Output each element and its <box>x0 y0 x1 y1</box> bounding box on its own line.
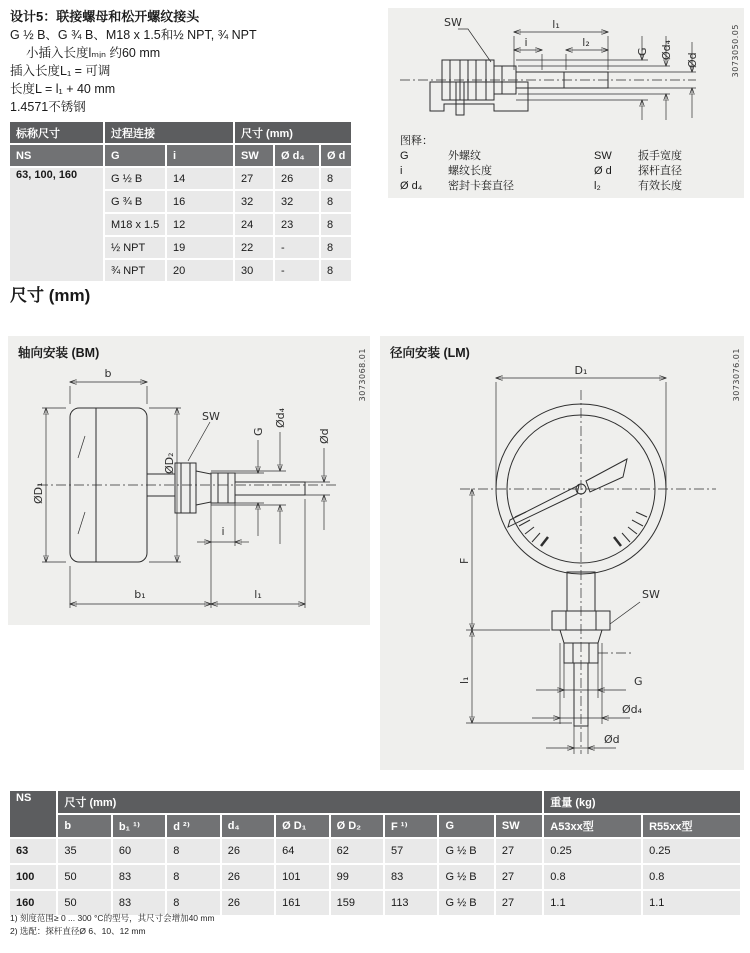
legend-symbol: l₂ <box>594 180 601 192</box>
dim-label-d: Ød <box>604 733 620 746</box>
table-cell: 8 <box>167 891 219 915</box>
col-header: R55xx型 <box>643 815 740 837</box>
col-header: Ø D₂ <box>331 815 383 837</box>
table-cell: 99 <box>331 865 383 889</box>
legend-text: 密封卡套直径 <box>448 180 514 192</box>
table-cell: 27 <box>496 839 542 863</box>
table-cell: 26 <box>222 865 274 889</box>
table-cell: 16 <box>167 191 233 212</box>
legend <box>400 134 682 194</box>
col-header-ns: NS <box>10 791 56 837</box>
legend-text: 外螺纹 <box>448 150 481 162</box>
table-cell: 0.8 <box>544 865 641 889</box>
table-cell: 83 <box>113 865 165 889</box>
footnote: 1) 刻度范围≥ 0 ... 300 °C的型号，其尺寸会增加40 mm <box>10 913 215 923</box>
table-cell: 8 <box>321 237 351 258</box>
table-row <box>10 865 740 889</box>
col-header: G <box>105 145 165 166</box>
table-cell: 8 <box>321 191 351 212</box>
dim-label-g: G <box>636 47 649 56</box>
col-header: b₁ ¹⁾ <box>113 815 165 837</box>
table-cell: 8 <box>321 168 351 189</box>
dim-label-g: G <box>634 675 643 688</box>
col-header: A53xx型 <box>544 815 641 837</box>
table-cell: 1.1 <box>544 891 641 915</box>
table-cell: 60 <box>113 839 165 863</box>
col-header: SW <box>496 815 542 837</box>
dim-label-sw: SW <box>642 588 660 601</box>
dim-label-sw: SW <box>202 410 220 423</box>
table-cell: - <box>275 260 319 281</box>
dim-label-sw: SW <box>444 16 462 29</box>
dim-label-d4: Ød₄ <box>274 407 287 428</box>
table-cell: 1.1 <box>643 891 740 915</box>
table-cell: 0.25 <box>643 839 740 863</box>
table-cell: 27 <box>496 865 542 889</box>
col-group: 过程连接 <box>105 122 233 143</box>
legend-symbol: Ø d <box>594 165 612 177</box>
table-header-row <box>10 791 740 813</box>
process-connection-table <box>8 120 353 283</box>
dim-label-g: G <box>252 427 265 436</box>
col-group: 尺寸 (mm) <box>235 122 351 143</box>
col-header: b <box>58 815 110 837</box>
col-header: G <box>439 815 493 837</box>
drawing-code: 3073068.01 <box>358 348 367 402</box>
table-cell: 0.8 <box>643 865 740 889</box>
table-cell: 22 <box>235 237 273 258</box>
table-cell: 27 <box>235 168 273 189</box>
col-group-weight: 重量 (kg) <box>544 791 740 813</box>
intro-line: 长度L = l₁ + 40 mm <box>10 82 116 96</box>
col-header: d₄ <box>222 815 274 837</box>
intro-block <box>10 8 382 116</box>
table-cell: 30 <box>235 260 273 281</box>
legend-text: 螺纹长度 <box>448 165 492 177</box>
dim-label-D1: ØD₁ <box>32 482 45 504</box>
table-cell: 8 <box>167 839 219 863</box>
table-cell: 8 <box>321 214 351 235</box>
dim-label-i: i <box>221 525 225 538</box>
ns-cell: 63, 100, 160 <box>10 168 103 281</box>
bm-drawing-panel <box>8 336 370 625</box>
table-cell: 50 <box>58 891 110 915</box>
table-cell: 26 <box>275 168 319 189</box>
table-subheader-row <box>10 815 740 837</box>
drawing-code: 3073050.05 <box>731 24 740 78</box>
table-cell: 19 <box>167 237 233 258</box>
table-cell: 62 <box>331 839 383 863</box>
footnote: 2) 选配：探杆直径Ø 6、10、12 mm <box>10 926 146 936</box>
legend-symbol: SW <box>594 150 612 162</box>
table-cell: 0.25 <box>544 839 641 863</box>
col-header: Ø d <box>321 145 351 166</box>
table-cell: 26 <box>222 839 274 863</box>
col-group: 标称尺寸 <box>10 122 103 143</box>
dim-label-l2: l₂ <box>582 36 590 49</box>
bm-drawing <box>12 362 366 618</box>
table-cell: G ½ B <box>439 839 493 863</box>
dim-label-i: i <box>524 36 528 49</box>
dim-label-l1: l₁ <box>254 588 262 601</box>
table-cell: G ½ B <box>105 168 165 189</box>
lm-drawing <box>384 362 740 766</box>
table-cell: G ½ B <box>439 865 493 889</box>
bm-panel-title: 轴向安装 (BM) <box>18 346 100 360</box>
table-cell: 27 <box>496 891 542 915</box>
dim-label-D2: ØD₂ <box>163 452 176 474</box>
legend-title: 图释： <box>400 135 433 147</box>
intro-line: 小插入长度lₘᵢₙ 约60 mm <box>26 46 161 60</box>
col-header: d ²⁾ <box>167 815 219 837</box>
table-cell: ¾ NPT <box>105 260 165 281</box>
table-subheader-row <box>10 145 351 166</box>
table-cell: 83 <box>113 891 165 915</box>
design-title: 设计5：联接螺母和松开螺纹接头 <box>10 9 200 24</box>
table-cell: - <box>275 237 319 258</box>
ns-cell: 63 <box>10 839 56 863</box>
dim-label-d: Ød <box>318 428 331 444</box>
table-cell: 32 <box>275 191 319 212</box>
table-cell: 101 <box>276 865 328 889</box>
lm-panel-title: 径向安装 (LM) <box>390 346 470 360</box>
legend-text: 有效长度 <box>638 180 682 192</box>
col-header: F ¹⁾ <box>385 815 437 837</box>
table-cell: 14 <box>167 168 233 189</box>
dim-label-d4: Ød₄ <box>660 39 673 60</box>
legend-text: 探杆直径 <box>638 165 682 177</box>
col-header: NS <box>10 145 103 166</box>
fitting-drawing-panel <box>388 8 744 198</box>
legend-symbol: G <box>400 150 409 162</box>
table-cell: 32 <box>235 191 273 212</box>
legend-symbol: Ø d₄ <box>400 180 423 192</box>
drawing-code: 3073076.01 <box>732 348 741 402</box>
legend-symbol: i <box>400 165 403 177</box>
dim-label-b1: b₁ <box>134 588 146 601</box>
dim-label-f: F <box>458 557 471 564</box>
table-cell: M18 x 1.5 <box>105 214 165 235</box>
table-cell: 8 <box>167 865 219 889</box>
table-cell: 57 <box>385 839 437 863</box>
table-cell: 159 <box>331 891 383 915</box>
table-row <box>10 839 740 863</box>
intro-line: 插入长度L₁ = 可调 <box>10 64 111 78</box>
dim-label-d: Ød <box>686 52 699 68</box>
table-cell: G ½ B <box>439 891 493 915</box>
table-cell: 113 <box>385 891 437 915</box>
footnotes <box>10 912 215 938</box>
table-cell: 161 <box>276 891 328 915</box>
ns-cell: 100 <box>10 865 56 889</box>
dim-label-b: b <box>104 367 112 380</box>
table-cell: 83 <box>385 865 437 889</box>
table-cell: G ¾ B <box>105 191 165 212</box>
col-header: i <box>167 145 233 166</box>
table-cell: ½ NPT <box>105 237 165 258</box>
dim-label-l1: l₁ <box>458 676 471 684</box>
section-heading: 尺寸 (mm) <box>10 286 91 305</box>
table-row <box>10 168 351 189</box>
intro-line: 1.4571不锈钢 <box>10 100 86 114</box>
intro-line: G ½ B、G ¾ B、M18 x 1.5和½ NPT, ¾ NPT <box>10 28 257 42</box>
col-header: SW <box>235 145 273 166</box>
table-header-row <box>10 122 351 143</box>
legend-text: 扳手宽度 <box>638 150 682 162</box>
table-cell: 50 <box>58 865 110 889</box>
dim-label-d4: Ød₄ <box>622 703 643 716</box>
dim-label-D1: D₁ <box>574 364 588 377</box>
dim-label-l1: l₁ <box>552 18 560 31</box>
lm-drawing-panel <box>380 336 744 770</box>
table-cell: 23 <box>275 214 319 235</box>
table-cell: 24 <box>235 214 273 235</box>
table-cell: 20 <box>167 260 233 281</box>
table-cell: 64 <box>276 839 328 863</box>
ns-cell: 160 <box>10 891 56 915</box>
col-header: Ø D₁ <box>276 815 328 837</box>
table-cell: 26 <box>222 891 274 915</box>
col-group-dim: 尺寸 (mm) <box>58 791 542 813</box>
fitting-drawing <box>396 12 732 122</box>
col-header: Ø d₄ <box>275 145 319 166</box>
dimensions-table <box>8 789 742 917</box>
table-cell: 12 <box>167 214 233 235</box>
table-cell: 8 <box>321 260 351 281</box>
table-cell: 35 <box>58 839 110 863</box>
